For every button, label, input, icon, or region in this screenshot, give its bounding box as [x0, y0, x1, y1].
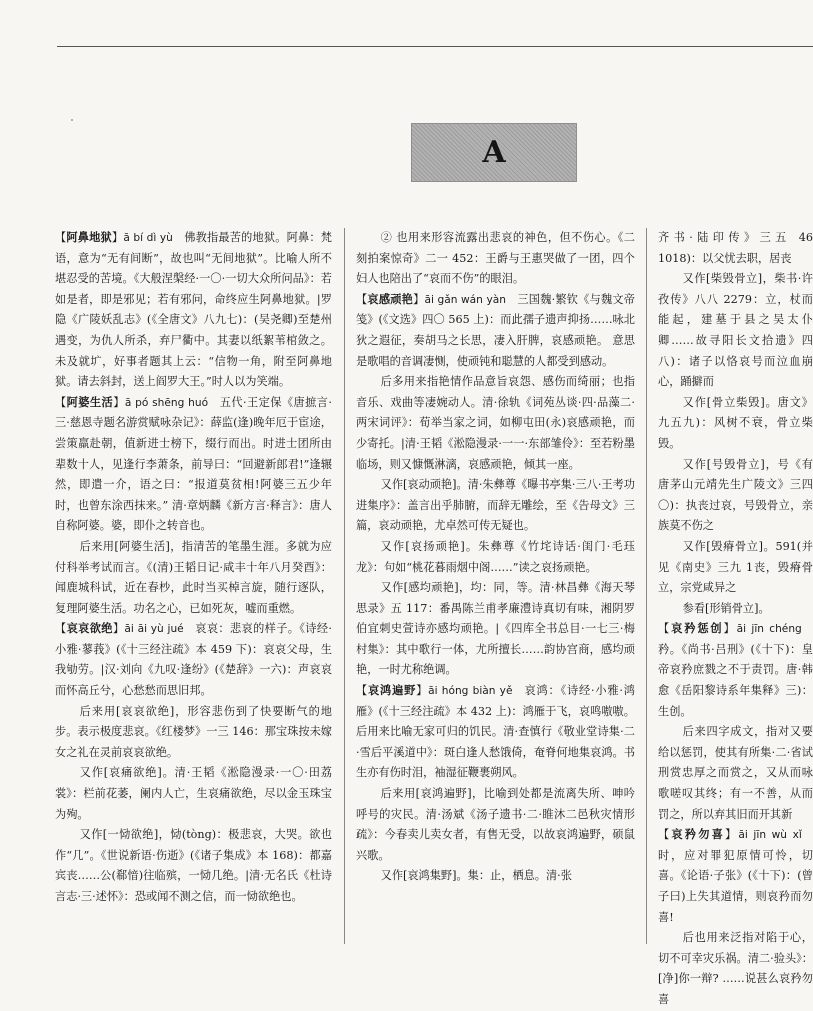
- entry-headword: 哀感顽艳: [367, 292, 414, 306]
- entry-paragraph: 又作[骨立柴毁]。唐文》九五九)：风树不衰，骨立柴毁。: [658, 395, 813, 450]
- entry-paragraph: 后来用[哀鸿遍野]，比喻到处都是流离失所、呻吟呼号的灾民。清·汤斌《汤子遗书·二·睢沐二邑秋灾情形疏》：今春卖儿卖女者，有售无受，以故哀鸿遍野，硕鼠兴歌。: [356, 787, 635, 862]
- entry-paragraph: 后也用来泛指对陷于心，切不可幸灾乐祸。清二·验头》：[净]你一辩? ……说甚么哀矜勿喜: [658, 931, 813, 1006]
- entry-headword: 阿鼻地狱: [66, 231, 112, 244]
- dictionary-entry: 【阿鼻地狱】ā bí dì yù 佛教指最苦的地狱。阿鼻：梵语，意为“无有间断”，故也叫“无间地狱”。比喻人所不堪忍受的苦境。《大般涅槃经·一〇·一切大众所问品》：若如是者，即是邪见；若有邪问，命终应生阿鼻地狱。|罗隐《广陵妖乱志》(《全唐文》八九七)：(吴尧卿)至楚州遇变，为仇人所杀，弃尸衢中。其妻以纸絮苇棺敛之。未及就圹，好事者题其上云：“信物一角，附至阿鼻地狱。请去斜封，送上阎罗大王。”时人以为笑端。: [55, 231, 332, 389]
- page-speck: [71, 119, 73, 121]
- entry-paragraph: 又作[哀扬顽艳]。朱彝尊《竹垞诗话·闺门·毛珏龙》：句如“桃花暮雨烟中阁……”读之哀扬顽艳。: [356, 539, 635, 574]
- column-1: [55, 228, 332, 948]
- entry-definition: 时，应对罪犯原情可怜，切喜。《论语·子张》(《十下)：(曾子曰)上失其道情，则哀矜而勿喜!: [658, 848, 813, 924]
- dictionary-entry: 【哀鸿遍野】āi hóng biàn yě 哀鸿：《诗经·小雅·鸿雁》(《十三经注疏》本 432 上)：鸿雁于飞，哀鸣嗷嗷。 后用来比喻无家可归的饥民。清·查慎行《敬业堂诗集·二·雪后平溪道中》：斑白逢人愁饿倚，奄脊何地集哀鸿。书生亦有伤时泪，袖湿征鞭裹朔风。: [356, 684, 635, 780]
- section-letter: A: [482, 135, 506, 170]
- entry-pinyin: āi jīn chéng: [736, 623, 802, 636]
- entry-pinyin: āi āi yù jué: [124, 623, 184, 636]
- entry-definition: 哀鸿：《诗经·小雅·鸿雁》(《十三经注疏》本 432 上)：鸿雁于飞，哀鸣嗷嗷。 后用来比喻无家可归的饥民。清·查慎行《敬业堂诗集·二·雪后平溪道中》：斑白逢人愁饿倚，奄脊何地集哀鸿。书生亦有伤时泪，袖湿征鞭裹朔风。: [356, 684, 635, 780]
- entry-paragraph: 后来用[哀哀欲绝]，形容悲伤到了快要断气的地步。表示极度悲哀。《红楼梦》一三 146：那宝珠按未嫁女之礼在灵前哀哀欲绝。: [55, 704, 332, 759]
- dictionary-entry: 【哀感顽艳】āi gǎn wán yàn 三国魏·繁钦《与魏文帝笺》(《文选》四〇 565 上)：而此孺子遗声抑扬……咏北狄之遐征，奏胡马之长思，凄入肝脾，哀感顽艳。 意思是歌唱的音调凄恻，使顽钝和聪慧的人都受到感动。: [356, 292, 635, 368]
- continued-paragraph: 齐书·陆印传》三五 46 1018)：以父忧去职，居丧: [658, 231, 813, 265]
- entry-pinyin: āi gǎn wán yàn: [424, 293, 506, 306]
- section-letter-box: [411, 123, 577, 182]
- entry-paragraph: ② 也用来形容流露出悲哀的神色，但不伤心。《二刻拍案惊奇》二一 452：王爵与王惠哭做了一团，四个妇人也陪出了“哀而不伤”的眼泪。: [356, 231, 635, 286]
- entry-headword: 哀哀欲绝: [66, 622, 113, 636]
- dictionary-entry: 【阿婆生活】ā pó shēng huó 五代·王定保《唐摭言·三·慈恩寺题名游赏赋咏杂记》：薛监(逢)晚年厄于宦途，尝策羸赴朝，值新进士榜下，缀行而出。时进士团所由辈数十人，见逢行李萧条，前导曰：“回避新郎君!”逢辗然，即遣一介，语之曰：“报道莫贫相!阿婆三五少年时，也曾东涂西抹来。” 清·章炳麟《新方言·释言》：唐人自称阿婆。婆，即仆之转音也。: [55, 395, 332, 533]
- header-rule: [57, 46, 813, 47]
- entry-paragraph: 后来用[阿婆生活]，指清苦的笔墨生涯。多就为应付科举考试而言。《(清)王韬日记·咸丰十年八月癸酉》：闻鹿城科试，近在春杪，此时当买棹言旋，随行逐队，复理阿婆生活。功名之心，已如死灰，嘘而重燃。: [55, 539, 332, 615]
- dictionary-entry: 【哀矜惩创】āi jīn chéng 矜。《尚书·吕刑》(《十下)：皇帝哀矜庶戮之不于责罚。唐·韩愈《岳阳黎诗系年集释》三)：生创。: [658, 622, 813, 718]
- entry-pinyin: ā bí dì yù: [123, 232, 173, 244]
- entry-headword: 阿婆生活: [66, 395, 114, 409]
- entry-definition: 五代·王定保《唐摭言·三·慈恩寺题名游赏赋咏杂记》：薛监(逢)晚年厄于宦途，尝策羸赴朝，值新进士榜下，缀行而出。时进士团所由辈数十人，见逢行李萧条，前导曰：“回避新郎君!”逢辗然，即遣一介，语之曰：“报道莫贫相!阿婆三五少年时，也曾东涂西抹来。” 清·章炳麟《新方言·释言》：唐人自称阿婆。婆，即仆之转音也。: [55, 395, 332, 533]
- entry-paragraph: 又作[哀痛欲绝]。清·王韬《淞隐漫录·一〇·田荔裳》：栏前花萎，阑内人亡，生哀痛欲绝，尽以金玉珠宝为殉。: [55, 766, 332, 821]
- entry-headword: 哀矜勿喜: [671, 828, 726, 842]
- entry-definition: 佛教指最苦的地狱。阿鼻：梵语，意为“无有间断”，故也叫“无间地狱”。比喻人所不堪忍受的苦境。《大般涅槃经·一〇·一切大众所问品》：若如是者，即是邪见；若有邪问，命终应生阿鼻地狱。|罗隐《广陵妖乱志》(《全唐文》八九七)：(吴尧卿)至楚州遇变，为仇人所杀，弃尸衢中。其妻以纸絮苇棺敛之。未及就圹，好事者题其上云：“信物一角，附至阿鼻地狱。请去斜封，送上阎罗大王。”时人以为笑端。: [55, 231, 332, 389]
- entry-headword: 哀矜惩创: [671, 622, 724, 636]
- entry-headword: 哀鸿遍野: [368, 684, 417, 698]
- entry-paragraph: 又作[哀动顽艳]。清·朱彝尊《曝书亭集·三八·王考功进集序》：盖言出乎肺腑，而辞无雕绘，至《告母文》三篇，哀动顽艳，尤卓然可传无疑也。: [356, 478, 635, 533]
- column-3: [658, 228, 813, 1006]
- entry-definition: 三国魏·繁钦《与魏文帝笺》(《文选》四〇 565 上)：而此孺子遗声抑扬……咏北狄之遐征，奏胡马之长思，凄入肝脾，哀感顽艳。 意思是歌唱的音调凄恻，使顽钝和聪慧的人都受到感动。: [356, 292, 635, 368]
- column-2: [356, 228, 635, 948]
- entry-pinyin: āi hóng biàn yě: [428, 685, 513, 698]
- entry-pinyin: āi jīn wù xǐ: [738, 829, 802, 842]
- column-divider-2: [646, 228, 647, 944]
- entry-definition: 哀哀：悲哀的样子。《诗经·小雅·蓼莪》(《十三经注疏》本 459 下)：哀哀父母，生我劬劳。|汉·刘向《九叹·逢纷》(《楚辞》一六)：声哀哀而怀高丘兮，心愁愁而思旧邦。: [55, 622, 332, 698]
- entry-paragraph: 又作[感均顽艳]，均：同，等。清·林昌彝《海天琴思录》五 117：番禺陈兰甫孝廉澧诗真切有味，湘阴罗伯宜刺史萱诗亦感均顽艳。|《四库全书总目·一七三·梅村集》：其中歌行一体，尤所擅长……韵协宫商，感均顽艳，一时尤称绝调。: [356, 581, 635, 677]
- entry-paragraph: 参看[形销骨立]。: [682, 601, 770, 615]
- entry-paragraph: 又作[毁瘠骨立]。591(并见《南史》三九 1丧，毁瘠骨立，宗党咸异之: [658, 539, 813, 595]
- entry-paragraph: 又作[一恸欲绝]，恸(tòng)：极悲哀，大哭。欲也作“几”。《世说新语·伤逝》(《诸子集成》本 168)：都嘉宾丧……公(郗愔)往临殡，一恸几绝。|清·无名氏《杜诗言志·三·述怀》：恐或闻不测之信，而一恸欲绝也。: [55, 828, 332, 903]
- entry-paragraph: 又作[柴毁骨立]，柴书·许孜传》八八 2279：立，杖而能起，建墓于县之吴太仆卿……故寻阳长文拾遗》四八)：诸子以恪哀号而泣血崩心，踊擗而: [658, 272, 813, 389]
- entry-paragraph: 后来四字成文，指对又要给以惩罚，使其有所集·二·省试刑赏忠厚之而赏之，又从而咏歌嗟叹其终；有一不善，从而罚之，所以弃其旧而开其新: [658, 725, 813, 821]
- column-divider-1: [344, 228, 345, 944]
- dictionary-entry: 【哀哀欲绝】āi āi yù jué 哀哀：悲哀的样子。《诗经·小雅·蓼莪》(《十三经注疏》本 459 下)：哀哀父母，生我劬劳。|汉·刘向《九叹·逢纷》(《楚辞》一六)：声哀哀而怀高丘兮，心愁愁而思旧邦。: [55, 622, 332, 698]
- entry-paragraph: 又作[哀鸿集野]。集：止，栖息。清·张: [380, 869, 572, 883]
- entry-paragraph: 后多用来指艳情作品意旨哀怨、感伤而绮丽；也指音乐、戏曲等凄婉动人。清·徐轨《词苑丛谈·四·品藻二·两宋词评》：荀举当家之词，如柳屯田(永)哀感顽艳，而少寄托。|清·王韬《淞隐漫录·一一·东部雏伶》：至若粉墨临场，则又慷慨淋漓，哀感顽艳，倾其一座。: [356, 375, 635, 471]
- dictionary-entry: 【哀矜勿喜】āi jīn wù xǐ 时，应对罪犯原情可怜，切喜。《论语·子张》(《十下)：(曾子曰)上失其道情，则哀矜而勿喜!: [658, 828, 813, 924]
- entry-pinyin: ā pó shēng huó: [124, 396, 209, 409]
- entry-definition: 矜。《尚书·吕刑》(《十下)：皇帝哀矜庶戮之不于责罚。唐·韩愈《岳阳黎诗系年集释》三)：生创。: [658, 642, 813, 718]
- entry-paragraph: 又作[号毁骨立]，号《有唐茅山元靖先生广陵文》三四〇)：执丧过哀，号毁骨立，亲族莫不伤之: [658, 457, 813, 533]
